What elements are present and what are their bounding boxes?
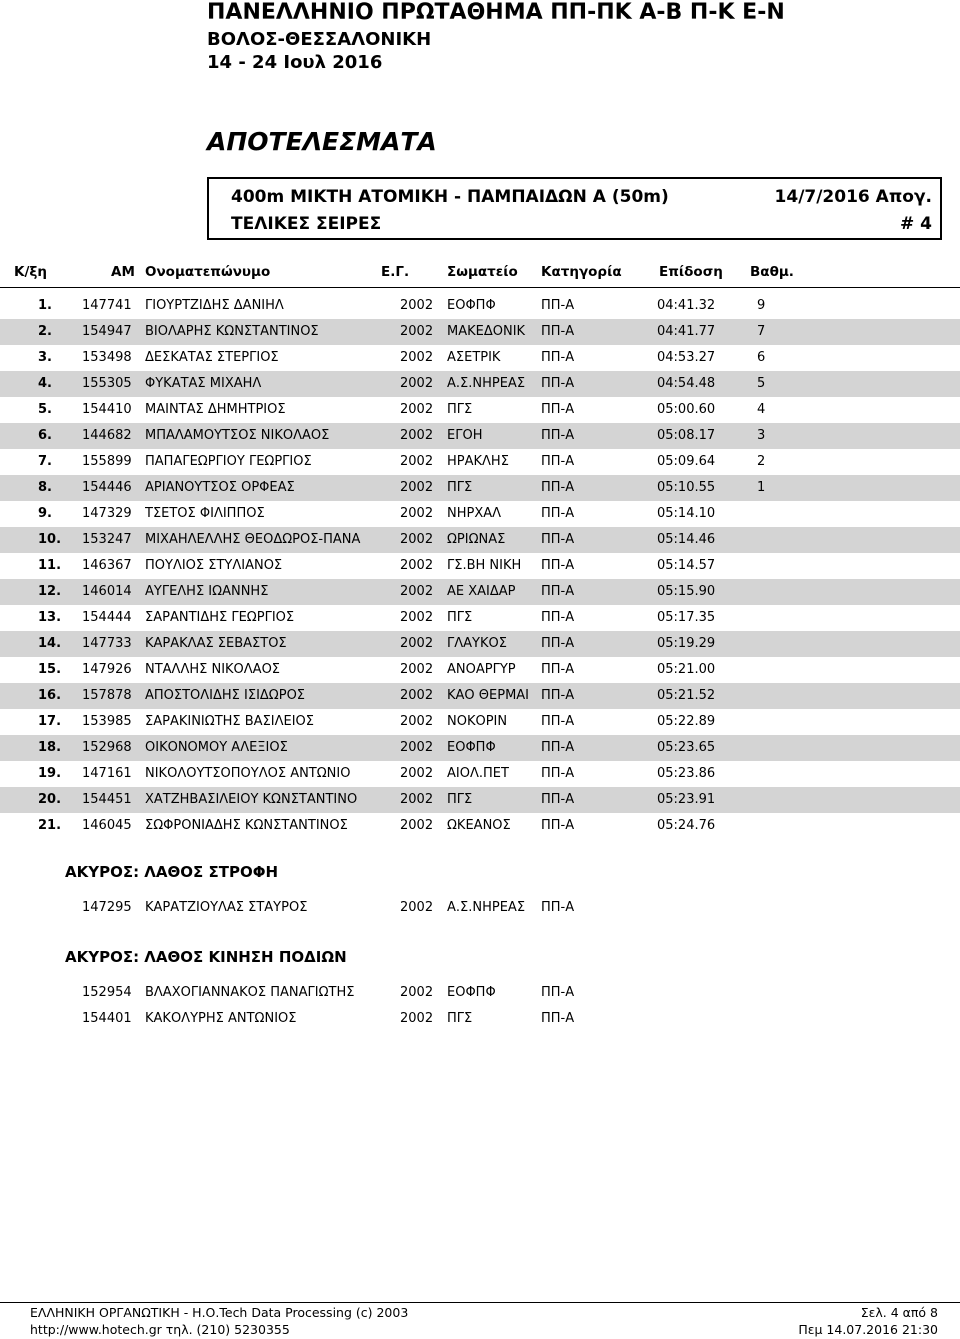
result-year: 2002	[400, 792, 434, 807]
footer-timestamp: Πεμ 14.07.2016 21:30	[798, 1322, 938, 1337]
result-category: ΠΠ-Α	[541, 376, 575, 391]
result-name: ΧΑΤΖΗΒΑΣΙΛΕΙΟΥ ΚΩΝΣΤΑΝΤΙΝΟ	[145, 792, 358, 807]
result-year: 2002	[400, 324, 434, 339]
event-number: # 4	[900, 214, 932, 234]
result-club: ΝΗΡΧΑΛ	[447, 506, 502, 521]
result-name: ΦΥΚΑΤΑΣ ΜΙΧΑΗΛ	[145, 376, 262, 391]
result-time: 05:15.90	[657, 584, 716, 599]
table-row	[0, 787, 960, 813]
table-row	[0, 475, 960, 501]
result-year: 2002	[400, 714, 434, 729]
table-row	[0, 761, 960, 787]
result-rank: 3.	[38, 350, 52, 365]
result-rank: 7.	[38, 454, 52, 469]
result-name: ΠΑΠΑΓΕΩΡΓΙΟΥ ΓΕΩΡΓΙΟΣ	[145, 454, 312, 469]
result-name: ΜΙΧΑΗΛΕΛΛΗΣ ΘΕΟΔΩΡΟΣ-ΠΑΝΑ	[145, 532, 361, 547]
result-time: 05:14.57	[657, 558, 716, 573]
result-am: 147733	[82, 636, 132, 651]
result-club: ΓΛΑΥΚΟΣ	[447, 636, 507, 651]
result-rank: 20.	[38, 792, 62, 807]
result-am: 154444	[82, 610, 132, 625]
result-am: 147926	[82, 662, 132, 677]
event-round: ΤΕΛΙΚΕΣ ΣΕΙΡΕΣ	[231, 214, 382, 234]
result-club: ΓΣ.ΒΗ ΝΙΚΗ	[447, 558, 522, 573]
table-row	[0, 397, 960, 423]
footer-rule	[0, 1302, 960, 1303]
result-am: 147161	[82, 766, 132, 781]
result-name: ΤΣΕΤΟΣ ΦΙΛΙΠΠΟΣ	[145, 506, 265, 521]
dq-title-wrong-turn: ΑΚΥΡΟΣ: ΛΑΘΟΣ ΣΤΡΟΦΗ	[65, 863, 279, 881]
table-row	[0, 631, 960, 657]
result-category: ΠΠ-Α	[541, 792, 575, 807]
result-points: 7	[757, 324, 766, 339]
result-am: 146045	[82, 818, 132, 833]
result-category: ΠΠ-Α	[541, 298, 575, 313]
championship-dates: 14 - 24 Ιουλ 2016	[207, 52, 383, 73]
result-name: ΚΑΡΑΚΛΑΣ ΣΕΒΑΣΤΟΣ	[145, 636, 287, 651]
header-rule	[0, 287, 960, 288]
result-rank: 1.	[38, 298, 52, 313]
result-time: 05:21.52	[657, 688, 716, 703]
result-club: ΩΡΙΩΝΑΣ	[447, 532, 506, 547]
result-rank: 15.	[38, 662, 62, 677]
result-year: 2002	[400, 480, 434, 495]
column-headers	[0, 264, 960, 284]
result-category: ΠΠ-Α	[541, 324, 575, 339]
dq-row	[0, 983, 960, 1005]
result-name: ΜΑΙΝΤΑΣ ΔΗΜΗΤΡΙΟΣ	[145, 402, 286, 417]
table-row	[0, 371, 960, 397]
table-row	[0, 527, 960, 553]
result-club: ΕΟΦΠΦ	[447, 740, 496, 755]
table-row	[0, 423, 960, 449]
results-title: ΑΠΟΤΕΛΕΣΜΑΤΑ	[207, 127, 437, 156]
dq-year: 2002	[400, 985, 434, 1000]
dq-title-wrong-kick: ΑΚΥΡΟΣ: ΛΑΘΟΣ ΚΙΝΗΣΗ ΠΟΔΙΩΝ	[65, 948, 347, 966]
result-am: 154410	[82, 402, 132, 417]
result-time: 05:21.00	[657, 662, 716, 677]
result-year: 2002	[400, 350, 434, 365]
result-am: 155305	[82, 376, 132, 391]
result-category: ΠΠ-Α	[541, 506, 575, 521]
footer-company: ΕΛΛΗΝΙΚΗ ΟΡΓΑΝΩΤΙΚΗ - Η.Ο.Tech Data Processing (c) 2003	[30, 1305, 409, 1320]
result-am: 154451	[82, 792, 132, 807]
table-row	[0, 683, 960, 709]
result-rank: 21.	[38, 818, 62, 833]
result-time: 05:00.60	[657, 402, 716, 417]
result-rank: 10.	[38, 532, 62, 547]
result-rank: 12.	[38, 584, 62, 599]
result-time: 05:22.89	[657, 714, 716, 729]
result-rank: 8.	[38, 480, 52, 495]
result-category: ΠΠ-Α	[541, 688, 575, 703]
result-rank: 13.	[38, 610, 62, 625]
result-year: 2002	[400, 532, 434, 547]
result-points: 1	[757, 480, 766, 495]
col-club: Σωματείο	[447, 264, 518, 280]
dq-club: Α.Σ.ΝΗΡΕΑΣ	[447, 900, 526, 915]
result-club: ΗΡΑΚΛΗΣ	[447, 454, 509, 469]
result-name: ΑΠΟΣΤΟΛΙΔΗΣ ΙΣΙΔΩΡΟΣ	[145, 688, 306, 703]
result-category: ΠΠ-Α	[541, 480, 575, 495]
result-rank: 17.	[38, 714, 62, 729]
result-am: 157878	[82, 688, 132, 703]
result-rank: 16.	[38, 688, 62, 703]
result-year: 2002	[400, 688, 434, 703]
result-time: 04:41.77	[657, 324, 716, 339]
event-name: 400m ΜΙΚΤΗ ΑΤΟΜΙΚΗ - ΠΑΜΠΑΙΔΩΝ Α (50m)	[231, 187, 669, 207]
result-time: 05:23.91	[657, 792, 716, 807]
col-name: Ονοματεπώνυμο	[145, 264, 271, 280]
result-year: 2002	[400, 584, 434, 599]
championship-title: ΠΑΝΕΛΛΗΝΙΟ ΠΡΩΤΑΘΗΜΑ ΠΠ-ΠΚ Α-Β Π-Κ Ε-Ν	[207, 0, 785, 25]
result-club: ΑΣΕΤΡΙΚ	[447, 350, 501, 365]
result-name: ΔΕΣΚΑΤΑΣ ΣΤΕΡΓΙΟΣ	[145, 350, 279, 365]
result-category: ΠΠ-Α	[541, 636, 575, 651]
table-row	[0, 657, 960, 683]
result-am: 146367	[82, 558, 132, 573]
results-table	[0, 293, 960, 839]
table-row	[0, 605, 960, 631]
result-year: 2002	[400, 610, 434, 625]
table-row	[0, 709, 960, 735]
dq-category: ΠΠ-Α	[541, 1011, 575, 1026]
dq-am: 152954	[82, 985, 132, 1000]
result-year: 2002	[400, 454, 434, 469]
result-name: ΣΑΡΑΝΤΙΔΗΣ ΓΕΩΡΓΙΟΣ	[145, 610, 295, 625]
result-am: 147329	[82, 506, 132, 521]
result-am: 146014	[82, 584, 132, 599]
dq-club: ΕΟΦΠΦ	[447, 985, 496, 1000]
result-category: ΠΠ-Α	[541, 532, 575, 547]
dq-am: 154401	[82, 1011, 132, 1026]
dq-club: ΠΓΣ	[447, 1011, 473, 1026]
result-year: 2002	[400, 376, 434, 391]
result-time: 05:09.64	[657, 454, 716, 469]
result-am: 154947	[82, 324, 132, 339]
result-time: 05:23.65	[657, 740, 716, 755]
table-row	[0, 735, 960, 761]
result-club: ΑΝΟΑΡΓΥΡ	[447, 662, 516, 677]
dq-year: 2002	[400, 1011, 434, 1026]
result-club: Α.Σ.ΝΗΡΕΑΣ	[447, 376, 526, 391]
table-row	[0, 553, 960, 579]
result-club: ΑΕ ΧΑΙΔΑΡ	[447, 584, 516, 599]
result-category: ΠΠ-Α	[541, 584, 575, 599]
result-category: ΠΠ-Α	[541, 558, 575, 573]
result-time: 05:14.10	[657, 506, 716, 521]
result-rank: 6.	[38, 428, 52, 443]
col-time: Επίδοση	[659, 264, 723, 280]
result-year: 2002	[400, 558, 434, 573]
result-club: ΩΚΕΑΝΟΣ	[447, 818, 511, 833]
result-points: 2	[757, 454, 766, 469]
dq-name: ΚΑΡΑΤΖΙΟΥΛΑΣ ΣΤΑΥΡΟΣ	[145, 900, 308, 915]
col-category: Κατηγορία	[541, 264, 622, 280]
result-rank: 18.	[38, 740, 62, 755]
dq-row	[0, 898, 960, 920]
result-am: 153498	[82, 350, 132, 365]
table-row	[0, 293, 960, 319]
result-year: 2002	[400, 636, 434, 651]
result-am: 144682	[82, 428, 132, 443]
result-time: 05:24.76	[657, 818, 716, 833]
dq-category: ΠΠ-Α	[541, 985, 575, 1000]
dq-am: 147295	[82, 900, 132, 915]
result-time: 04:54.48	[657, 376, 716, 391]
result-time: 05:19.29	[657, 636, 716, 651]
result-am: 153247	[82, 532, 132, 547]
result-category: ΠΠ-Α	[541, 662, 575, 677]
result-club: ΜΑΚΕΔΟΝΙΚ	[447, 324, 526, 339]
result-am: 152968	[82, 740, 132, 755]
result-points: 3	[757, 428, 766, 443]
result-name: ΟΙΚΟΝΟΜΟΥ ΑΛΕΞΙΟΣ	[145, 740, 288, 755]
result-year: 2002	[400, 766, 434, 781]
result-time: 05:23.86	[657, 766, 716, 781]
result-club: ΚΑΟ ΘΕΡΜΑΙ	[447, 688, 530, 703]
result-category: ΠΠ-Α	[541, 766, 575, 781]
result-am: 154446	[82, 480, 132, 495]
result-time: 04:53.27	[657, 350, 716, 365]
result-time: 05:10.55	[657, 480, 716, 495]
table-row	[0, 813, 960, 839]
result-rank: 11.	[38, 558, 62, 573]
result-points: 5	[757, 376, 766, 391]
result-club: ΝΟΚΟΡΙΝ	[447, 714, 508, 729]
event-date: 14/7/2016 Απογ.	[774, 187, 932, 207]
result-rank: 9.	[38, 506, 52, 521]
dq-year: 2002	[400, 900, 434, 915]
event-box	[207, 177, 942, 240]
result-rank: 4.	[38, 376, 52, 391]
result-category: ΠΠ-Α	[541, 610, 575, 625]
result-rank: 19.	[38, 766, 62, 781]
result-rank: 2.	[38, 324, 52, 339]
result-name: ΝΙΚΟΛΟΥΤΣΟΠΟΥΛΟΣ ΑΝΤΩΝΙΟ	[145, 766, 351, 781]
result-name: ΠΟΥΛΙΟΣ ΣΤΥΛΙΑΝΟΣ	[145, 558, 283, 573]
championship-location: ΒΟΛΟΣ-ΘΕΣΣΑΛΟΝΙΚΗ	[207, 29, 432, 50]
result-category: ΠΠ-Α	[541, 428, 575, 443]
result-am: 155899	[82, 454, 132, 469]
result-time: 04:41.32	[657, 298, 716, 313]
col-year: Ε.Γ.	[381, 264, 410, 280]
table-row	[0, 449, 960, 475]
result-points: 6	[757, 350, 766, 365]
table-row	[0, 345, 960, 371]
result-club: ΑΙΟΛ.ΠΕΤ	[447, 766, 509, 781]
result-year: 2002	[400, 506, 434, 521]
result-category: ΠΠ-Α	[541, 350, 575, 365]
result-year: 2002	[400, 818, 434, 833]
result-am: 147741	[82, 298, 132, 313]
result-name: ΣΩΦΡΟΝΙΑΔΗΣ ΚΩΝΣΤΑΝΤΙΝΟΣ	[145, 818, 348, 833]
footer-page-number: Σελ. 4 από 8	[860, 1305, 938, 1320]
result-category: ΠΠ-Α	[541, 402, 575, 417]
result-time: 05:14.46	[657, 532, 716, 547]
result-name: ΑΥΓΕΛΗΣ ΙΩΑΝΝΗΣ	[145, 584, 269, 599]
result-category: ΠΠ-Α	[541, 714, 575, 729]
dq-name: ΒΛΑΧΟΓΙΑΝΝΑΚΟΣ ΠΑΝΑΓΙΩΤΗΣ	[145, 985, 355, 1000]
result-rank: 5.	[38, 402, 52, 417]
result-rank: 14.	[38, 636, 62, 651]
result-name: ΝΤΑΛΛΗΣ ΝΙΚΟΛΑΟΣ	[145, 662, 281, 677]
result-year: 2002	[400, 662, 434, 677]
col-rank: Κ/ξη	[14, 264, 47, 280]
result-category: ΠΠ-Α	[541, 454, 575, 469]
result-am: 153985	[82, 714, 132, 729]
result-name: ΜΠΑΛΑΜΟΥΤΣΟΣ ΝΙΚΟΛΑΟΣ	[145, 428, 330, 443]
result-points: 4	[757, 402, 766, 417]
result-club: ΕΟΦΠΦ	[447, 298, 496, 313]
table-row	[0, 579, 960, 605]
dq-row	[0, 1009, 960, 1031]
result-name: ΣΑΡΑΚΙΝΙΩΤΗΣ ΒΑΣΙΛΕΙΟΣ	[145, 714, 314, 729]
col-am: ΑΜ	[111, 264, 135, 280]
dq-category: ΠΠ-Α	[541, 900, 575, 915]
result-club: ΠΓΣ	[447, 402, 473, 417]
result-club: ΠΓΣ	[447, 610, 473, 625]
result-points: 9	[757, 298, 766, 313]
table-row	[0, 319, 960, 345]
result-club: ΠΓΣ	[447, 480, 473, 495]
result-year: 2002	[400, 428, 434, 443]
dq-name: ΚΑΚΟΛΥΡΗΣ ΑΝΤΩΝΙΟΣ	[145, 1011, 297, 1026]
col-points: Βαθμ.	[750, 264, 794, 280]
result-club: ΕΓΟΗ	[447, 428, 483, 443]
result-club: ΠΓΣ	[447, 792, 473, 807]
result-time: 05:17.35	[657, 610, 716, 625]
footer-contact: http://www.hotech.gr τηλ. (210) 5230355	[30, 1322, 290, 1337]
result-name: ΑΡΙΑΝΟΥΤΣΟΣ ΟΡΦΕΑΣ	[145, 480, 295, 495]
result-year: 2002	[400, 740, 434, 755]
result-category: ΠΠ-Α	[541, 818, 575, 833]
result-category: ΠΠ-Α	[541, 740, 575, 755]
table-row	[0, 501, 960, 527]
result-time: 05:08.17	[657, 428, 716, 443]
result-name: ΒΙΟΛΑΡΗΣ ΚΩΝΣΤΑΝΤΙΝΟΣ	[145, 324, 319, 339]
result-name: ΓΙΟΥΡΤΖΙΔΗΣ ΔΑΝΙΗΛ	[145, 298, 284, 313]
result-year: 2002	[400, 402, 434, 417]
result-year: 2002	[400, 298, 434, 313]
